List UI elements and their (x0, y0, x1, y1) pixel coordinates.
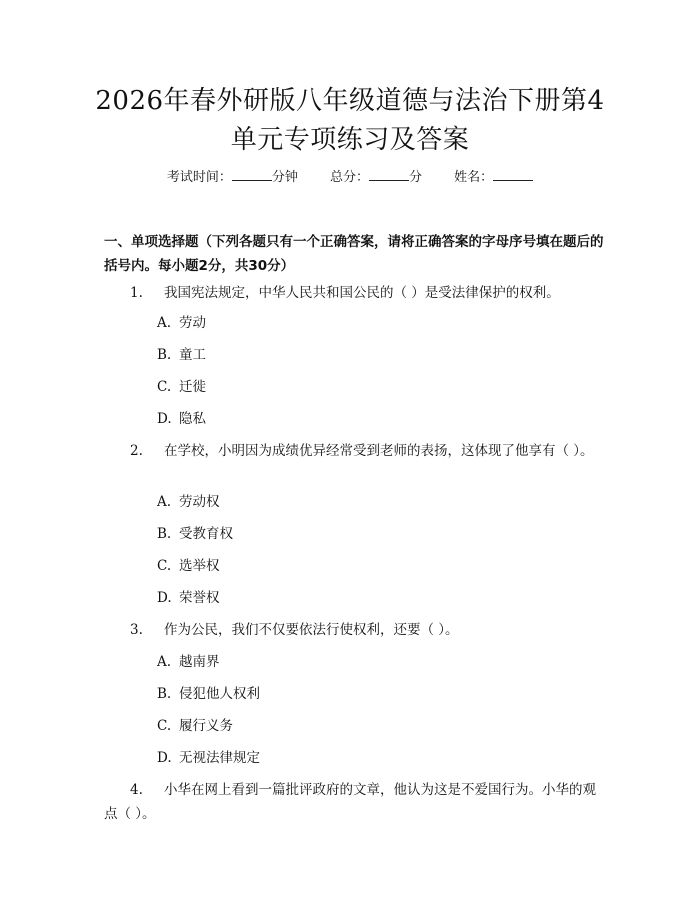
question-text: 我国宪法规定，中华人民共和国公民的（ ）是受法律保护的权利。 (164, 285, 560, 301)
option-2d (157, 588, 220, 608)
option-2a (157, 492, 220, 512)
question-number: 3. (130, 622, 143, 638)
option-letter: C. (157, 718, 172, 734)
option-letter: D. (157, 590, 172, 606)
question-1 (104, 281, 604, 305)
option-text: 选举权 (179, 558, 220, 574)
option-letter: C. (157, 379, 172, 395)
option-letter: C. (157, 558, 172, 574)
question-text: 小华在网上看到一篇批评政府的文章，他认为这是不爱国行为。小华的观点（ ）。 (104, 782, 596, 822)
exam-time-unit: 分钟 (271, 170, 298, 185)
option-letter: A. (157, 315, 172, 331)
exam-time-blank (232, 168, 272, 181)
section-heading: 一、单项选择题（下列各题只有一个正确答案，请将正确答案的字母序号填在题后的括号内。每小题2分，共30分） (104, 234, 604, 274)
option-text: 劳动 (179, 315, 206, 331)
option-1c (157, 377, 206, 397)
option-letter: B. (157, 347, 172, 363)
option-letter: B. (157, 526, 172, 542)
option-text: 迁徙 (179, 379, 206, 395)
option-letter: D. (157, 750, 172, 766)
name-label: 姓名： (454, 170, 494, 185)
option-text: 荣誉权 (179, 590, 220, 606)
option-text: 童工 (179, 347, 206, 363)
option-1a (157, 313, 206, 333)
option-text: 无视法律规定 (179, 750, 260, 766)
option-text: 侵犯他人权利 (179, 686, 260, 702)
option-text: 越南界 (179, 654, 220, 670)
exam-meta-line (0, 168, 700, 187)
document-title-line-2: 单元专项练习及答案 (230, 125, 470, 155)
name-field (454, 170, 533, 185)
question-number: 4. (130, 782, 143, 798)
question-number: 1. (130, 285, 143, 301)
option-2c (157, 556, 220, 576)
question-2 (104, 439, 604, 463)
total-score-label: 总分： (329, 170, 369, 185)
option-3b (157, 684, 260, 704)
exam-time-label: 考试时间： (166, 170, 232, 185)
question-number: 2. (130, 443, 143, 459)
option-letter: D. (157, 411, 172, 427)
option-letter: B. (157, 686, 172, 702)
question-4 (104, 778, 604, 826)
question-text: 在学校，小明因为成绩优异经常受到老师的表扬，这体现了他享有（ ）。 (164, 443, 594, 459)
exam-time-field (167, 170, 302, 185)
total-score-field (330, 170, 426, 185)
option-3c (157, 716, 233, 736)
question-3 (104, 618, 604, 642)
total-score-unit: 分 (409, 170, 423, 185)
option-3d (157, 748, 260, 768)
question-text: 作为公民，我们不仅要依法行使权利，还要（ ）。 (164, 622, 459, 638)
option-text: 隐私 (179, 411, 206, 427)
option-2b (157, 524, 233, 544)
option-text: 履行义务 (179, 718, 233, 734)
total-score-blank (369, 168, 409, 181)
document-title-line-1: 2026年春外研版八年级道德与法治下册第4 (95, 86, 605, 116)
option-1d (157, 409, 206, 429)
option-1b (157, 345, 206, 365)
option-text: 劳动权 (179, 494, 220, 510)
option-letter: A. (157, 654, 172, 670)
option-letter: A. (157, 494, 172, 510)
option-3a (157, 652, 220, 672)
option-text: 受教育权 (179, 526, 233, 542)
name-blank (493, 168, 533, 181)
